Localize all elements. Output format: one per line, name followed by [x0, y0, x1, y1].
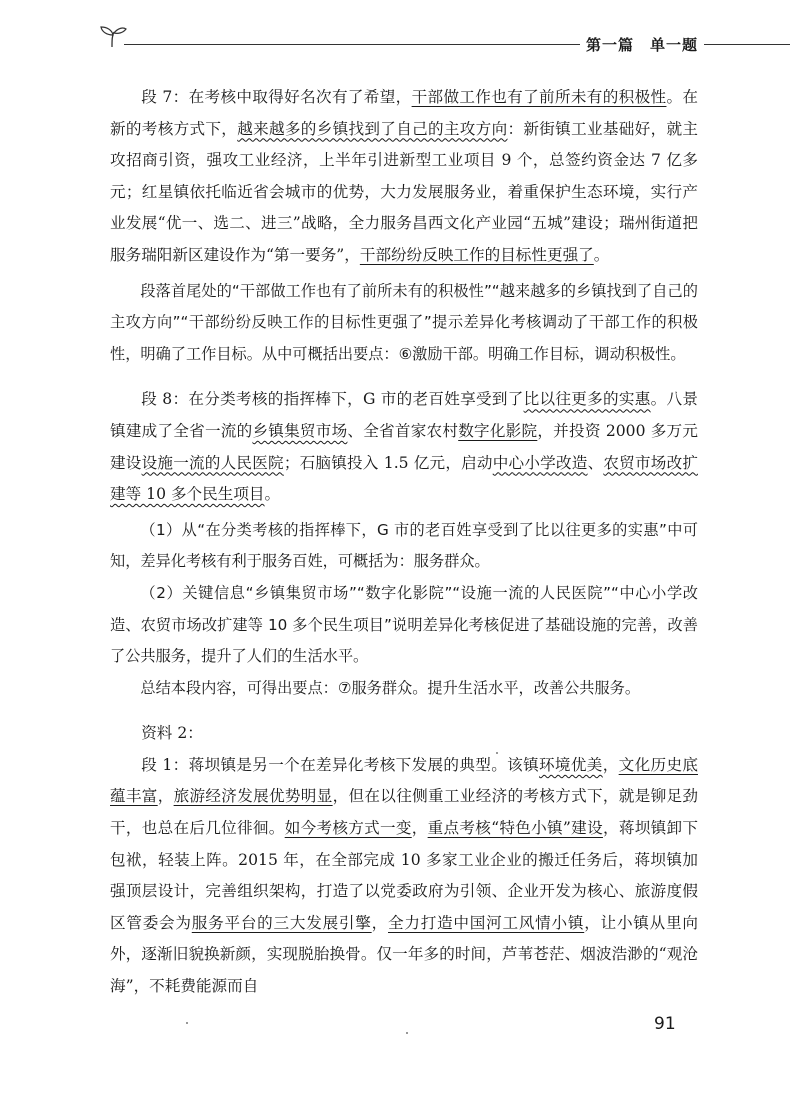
- section-title: 第一篇 单一题: [580, 34, 704, 55]
- paragraph-7: 段 7：在考核中取得好名次有了希望，干部做工作也有了前所未有的积极性。在新的考核方式下，越来越多的乡镇找到了自己的主攻方向：新街镇工业基础好，就主攻招商引资，强攻工业经济，上半年引进新型工业项目 9 个，总签约资金达 7 亿多元；红星镇依托临近省会城市的优势，大力发展服务业，着重保护生态环境，实行产业发展“优一、选二、进三”战略，全力服务昌西文化产业园“五城”建设；瑞州街道把服务瑞阳新区建设作为“第一要务”，干部纷纷反映工作的目标性更强了。: [110, 88, 698, 264]
- scan-speck: [496, 752, 498, 754]
- page-content: [110, 82, 698, 1003]
- page-number: 91: [654, 1014, 676, 1034]
- page-header: [0, 0, 800, 60]
- paragraph-8: 段 8：在分类考核的指挥棒下，G 市的老百姓享受到了比以往更多的实惠。八景镇建成了全省一流的乡镇集贸市场、全省首家农村数字化影院，并投资 2000 多万元建设设施一流的人民医院；石脑镇投入 1.5 亿元，启动中心小学改造、农贸市场改扩建等 10 多个民生项目。: [110, 390, 698, 504]
- analysis-paragraph-7: 段落首尾处的“干部做工作也有了前所未有的积极性”“越来越多的乡镇找到了自己的主攻方向”“干部纷纷反映工作的目标性更强了”提示差异化考核调动了干部工作的积极性，明确了工作目标。从中可概括出要点：⑥激励干部。明确工作目标，调动积极性。: [110, 281, 698, 363]
- scan-speck: [186, 1022, 188, 1024]
- paragraph-1: 段 1：蒋坝镇是另一个在差异化考核下发展的典型。该镇环境优美，文化历史底蕴丰富，旅游经济发展优势明显，但在以往侧重工业经济的考核方式下，就是铆足劲干，也总在后几位徘徊。如今考核方式一变，重点考核“特色小镇”建设，蒋坝镇卸下包袱，轻装上阵。2015 年，在全部完成 10 多家工业企业的搬迁任务后，蒋坝镇加强顶层设计，完善组织架构，打造了以党委政府为引领、企业开发为核心、旅游度假区管委会为服务平台的三大发展引擎，全力打造中国河工风情小镇，让小镇从里向外，逐渐旧貌换新颜，实现脱胎换骨。仅一年多的时间，芦苇苍茫、烟波浩渺的“观沧海”，不耗费能源而自: [110, 755, 698, 996]
- material-2-heading: 资料 2：: [141, 724, 203, 743]
- header-rule-right: [694, 44, 790, 45]
- analysis-point-1: （1）从“在分类考核的指挥棒下，G 市的老百姓享受到了比以往更多的实惠”中可知，差异化考核有利于服务百姓，可概括为：服务群众。: [110, 520, 698, 571]
- analysis-point-2: （2）关键信息“乡镇集贸市场”“数字化影院”“设施一流的人民医院”“中心小学改造、农贸市场改扩建等 10 多个民生项目”说明差异化考核促进了基础设施的完善，改善了公共服务，提升了人们的生活水平。: [110, 583, 698, 666]
- scan-speck: [406, 1032, 408, 1034]
- summary-paragraph-8: 总结本段内容，可得出要点：⑦服务群众。提升生活水平，改善公共服务。: [140, 678, 641, 697]
